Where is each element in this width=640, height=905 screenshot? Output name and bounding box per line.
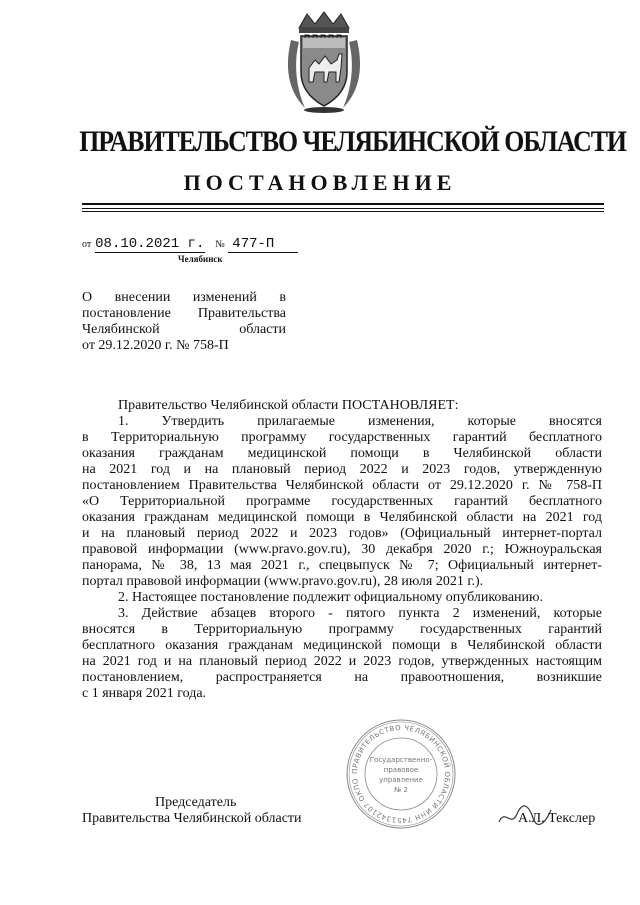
header-rule-thin — [82, 211, 604, 212]
subject-line: постановление Правительства — [82, 306, 286, 321]
signer-title-line2: Правительства Челябинской области — [82, 811, 302, 826]
body-line: постановлением Правительства Челябинской области от 29.12.2020 г. № 758-П — [82, 478, 602, 493]
body-line: панорама, № 38, 13 мая 2021 г., спецвыпуск № 7; Официальный интернет- — [82, 558, 602, 573]
stamp-center-text: Государственно- — [369, 756, 433, 764]
document-number: 477-П — [228, 236, 298, 253]
subject-line: Челябинской области — [82, 322, 286, 337]
body-intro: Правительство Челябинской области ПОСТАНОВЛЯЕТ: — [118, 398, 459, 413]
body-line: на 2021 год и на плановый период 2022 и 2023 годов, утвержденную — [82, 462, 602, 477]
coat-of-arms-emblem — [285, 10, 363, 114]
body-line: 3. Действие абзацев второго - пятого пункта 2 изменений, которые — [118, 606, 602, 621]
body-line: портал правовой информации (www.pravo.gov.ru), 28 июля 2021 г.). — [82, 574, 484, 589]
body-line: вносятся в Территориальную программу государственных гарантий — [82, 622, 602, 637]
body-line: «О Территориальной программе государственных гарантий бесплатного — [82, 494, 602, 509]
header-rule-thick — [82, 203, 604, 205]
body-line: на 2021 год и на плановый период 2022 и 2023 годов, утвержденных настоящим — [82, 654, 602, 669]
date-prefix: от — [82, 239, 92, 250]
body-line: постановлением, распространяется на правоотношения, возникшие — [82, 670, 602, 685]
body-line: в Территориальную программу государственных гарантий бесплатного — [82, 430, 602, 445]
header-rule-thin — [82, 208, 604, 209]
date-number-line — [82, 236, 298, 254]
government-title: ПРАВИТЕЛЬСТВО ЧЕЛЯБИНСКОЙ ОБЛАСТИ — [79, 125, 626, 158]
city-label: Челябинск — [178, 254, 223, 264]
signer-title-line1: Председатель — [155, 795, 237, 810]
stamp-center-text: правовое — [383, 766, 419, 774]
official-stamp — [345, 718, 457, 830]
number-prefix: № — [215, 239, 225, 250]
body-line: оказания гражданам медицинской помощи в Челябинской области на 2021 год — [82, 510, 602, 525]
document-type-heading: ПОСТАНОВЛЕНИЕ — [183, 170, 457, 195]
body-line: и на плановый период 2022 и 2023 годов» (Официальный интернет-портал — [82, 526, 602, 541]
stamp-ring-text: ПРАВИТЕЛЬСТВО ЧЕЛЯБИНСКОЙ ОБЛАСТИ ИНН 7451342107 ОКПО — [350, 723, 452, 825]
document-body — [82, 398, 602, 702]
document-subject — [82, 290, 286, 354]
body-line: с 1 января 2021 года. — [82, 686, 207, 701]
body-line: оказания гражданам медицинской помощи в Челябинской области — [82, 446, 602, 461]
stamp-center-text: № 2 — [394, 786, 408, 794]
body-line: 1. Утвердить прилагаемые изменения, которые вносятся — [118, 414, 602, 429]
subject-line: О внесении изменений в — [82, 290, 286, 305]
stamp-center-text: управление — [379, 776, 423, 784]
signer-name: А.Л. Текслер — [518, 811, 596, 826]
body-paragraph-2: 2. Настоящее постановление подлежит официальному опубликованию. — [118, 590, 543, 605]
subject-line: от 29.12.2020 г. № 758-П — [82, 338, 229, 353]
body-line: бесплатного оказания гражданам медицинской помощи в Челябинской области — [82, 638, 602, 653]
document-date: 08.10.2021 г. — [95, 236, 205, 252]
body-line: правовой информации (www.pravo.gov.ru), 30 декабря 2020 г.; Южноуральская — [82, 542, 602, 557]
